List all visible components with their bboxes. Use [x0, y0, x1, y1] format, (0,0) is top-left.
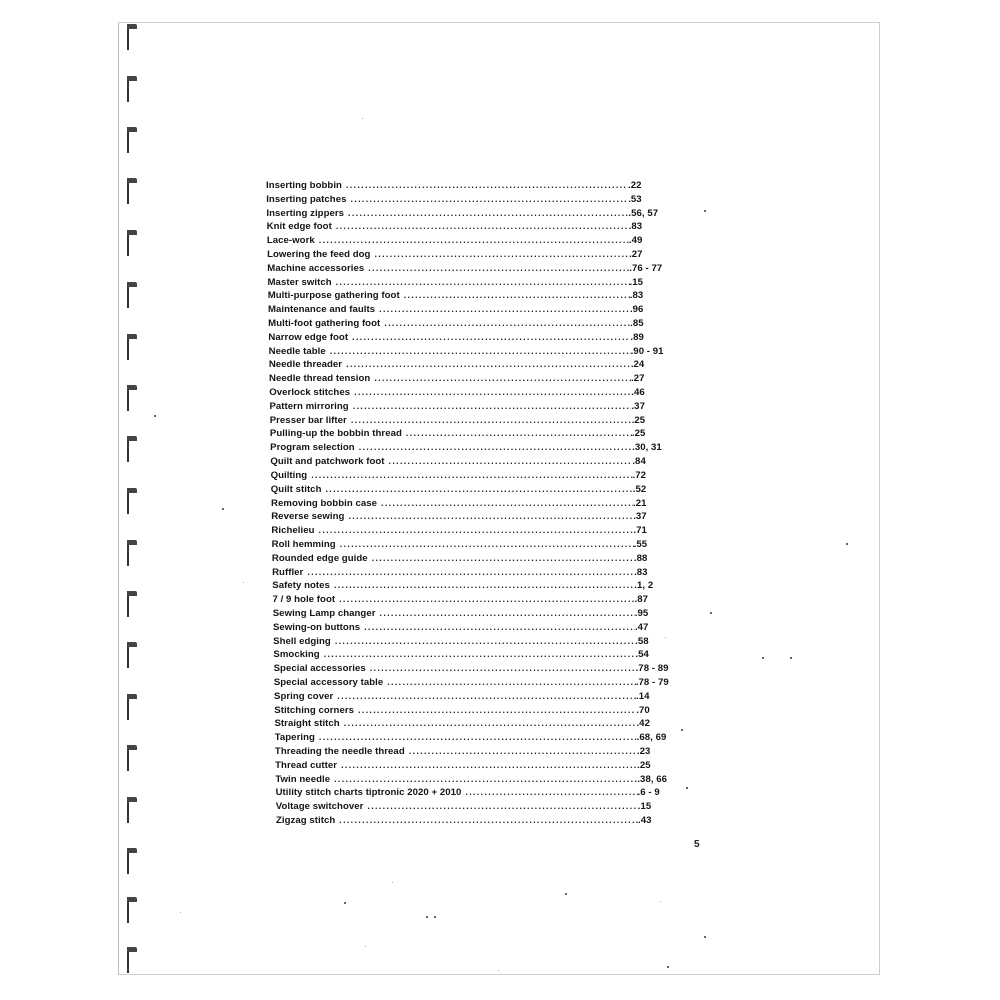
index-page-ref: .71 — [633, 525, 647, 537]
index-page-ref: .15 — [637, 801, 652, 813]
index-term: Needle thread tension — [269, 373, 371, 385]
index-term: Thread cutter — [275, 759, 338, 771]
index-page-ref: .47 — [634, 621, 649, 633]
index-page-ref: .96 — [629, 304, 644, 316]
dot-leader — [374, 373, 631, 383]
dot-leader — [336, 221, 629, 231]
index-entry — [268, 290, 668, 303]
index-entry — [272, 553, 672, 566]
index-entry — [276, 801, 676, 814]
index-term: Safety notes — [272, 580, 330, 592]
scan-speck — [665, 637, 666, 638]
index-term: Needle table — [268, 345, 326, 357]
dot-leader — [339, 815, 638, 825]
index-entry — [269, 359, 669, 372]
index-term: Lace-work — [266, 235, 315, 247]
dot-leader — [344, 718, 637, 728]
index-term: Zigzag stitch — [276, 815, 336, 826]
index-term: Reverse sewing — [271, 511, 345, 523]
index-term: 7 / 9 hole foot — [272, 594, 336, 606]
index-page-ref: .27 — [631, 373, 645, 385]
index-term: Roll hemming — [271, 538, 336, 550]
scan-speck — [154, 415, 156, 417]
dot-leader — [339, 594, 634, 604]
dot-leader — [334, 580, 634, 590]
index-term: Needle threader — [268, 359, 343, 371]
index-term: Pulling-up the bobbin thread — [269, 428, 402, 440]
index-term: Quilt stitch — [270, 483, 322, 495]
scan-speck — [704, 210, 706, 212]
index-term: Multi-foot gathering foot — [268, 318, 381, 330]
dot-leader — [319, 732, 637, 742]
dot-leader — [334, 774, 637, 784]
dot-leader — [351, 194, 629, 204]
index-page-ref: .88 — [633, 552, 648, 564]
index-term: Threading the needle thread — [274, 745, 405, 757]
index-page-ref: .56, 57 — [628, 207, 659, 219]
scan-speck — [426, 916, 428, 918]
scan-speck — [704, 936, 706, 938]
scan-speck — [660, 901, 661, 902]
index-entry — [274, 705, 674, 718]
index-term: Removing bobbin case — [271, 497, 378, 509]
index-term: Spring cover — [274, 690, 334, 702]
index-term: Inserting zippers — [266, 207, 345, 219]
dot-leader — [319, 525, 634, 535]
index-page-ref: .25 — [631, 414, 646, 426]
dot-leader — [353, 401, 632, 411]
index-term: Master switch — [267, 276, 332, 288]
index-term: Overlock stitches — [269, 387, 351, 399]
index-entry — [267, 249, 667, 262]
index-entry — [273, 622, 673, 635]
index-term: Straight stitch — [274, 718, 340, 730]
dot-leader — [336, 277, 630, 287]
index-entry — [275, 760, 675, 773]
index-term: Pattern mirroring — [269, 400, 349, 412]
index-term: Presser bar lifter — [269, 414, 347, 426]
dot-leader — [348, 511, 633, 521]
index-entry — [269, 346, 669, 359]
index-page-ref: .37 — [631, 400, 645, 412]
index-page-ref: .90 - 91 — [630, 345, 664, 357]
dot-leader — [330, 346, 631, 356]
scan-speck — [243, 582, 244, 583]
index-page-ref: .1, 2 — [634, 580, 654, 592]
scan-speck — [681, 729, 683, 731]
index-term: Sewing-on buttons — [272, 621, 361, 633]
index-page-ref: .76 - 77 — [629, 262, 663, 274]
index-entry — [276, 815, 676, 828]
index-page-ref: .54 — [635, 649, 649, 661]
index-term: Sewing Lamp changer — [272, 607, 376, 619]
dot-leader — [364, 622, 635, 632]
index-page-ref: .15 — [629, 276, 644, 288]
dot-leader — [367, 801, 637, 811]
index-term: Lowering the feed dog — [267, 249, 371, 261]
scan-speck — [498, 970, 499, 971]
index-entry — [274, 691, 674, 704]
dot-leader — [387, 677, 636, 687]
index-page-ref: .78 - 79 — [635, 676, 669, 688]
dot-leader — [346, 359, 631, 369]
index-entry — [270, 456, 670, 469]
index-entry — [276, 787, 676, 800]
index-entry — [270, 428, 670, 441]
scan-speck — [180, 912, 181, 913]
index-entry — [273, 649, 673, 662]
index-entry — [267, 235, 667, 248]
dot-leader — [379, 304, 630, 314]
scan-speck — [565, 893, 567, 895]
index-term: Voltage switchover — [275, 801, 364, 813]
dot-leader — [389, 456, 633, 466]
index-page-ref: .83 — [634, 566, 648, 578]
index-entry — [270, 415, 670, 428]
index-page-ref: .6 - 9 — [637, 787, 660, 799]
index-term: Quilt and patchwork foot — [270, 456, 385, 468]
dot-leader — [370, 663, 636, 673]
scan-speck — [362, 118, 363, 119]
index-entry — [267, 221, 667, 234]
dot-leader — [380, 608, 635, 618]
index-page-ref: .53 — [628, 193, 642, 205]
index-page-ref: .72 — [632, 469, 647, 481]
dot-leader — [340, 539, 634, 549]
dot-leader — [465, 787, 637, 797]
index-term: Narrow edge foot — [268, 331, 349, 343]
index-entry — [274, 718, 674, 731]
index-term: Multi-purpose gathering foot — [267, 290, 400, 302]
index-entry — [275, 774, 675, 787]
index-term: Richelieu — [271, 525, 315, 537]
scan-speck — [790, 657, 792, 659]
index-page-ref: .25 — [637, 759, 651, 771]
index-entry — [266, 194, 666, 207]
index-term: Utility stitch charts tiptronic 2020 + 2010 — [275, 787, 462, 799]
dot-leader — [319, 235, 629, 245]
index-entry — [271, 511, 671, 524]
dot-leader — [337, 691, 636, 701]
index-entry — [268, 318, 668, 331]
scan-speck — [392, 882, 393, 883]
page-number: 5 — [694, 839, 700, 850]
index-page-ref: .42 — [636, 718, 650, 730]
index-page-ref: .78 - 89 — [635, 663, 669, 675]
dot-leader — [358, 705, 636, 715]
scan-speck — [686, 787, 688, 789]
index-entry — [273, 594, 673, 607]
index-page-ref: .14 — [636, 690, 650, 702]
dot-leader — [404, 290, 630, 300]
index-term: Tapering — [274, 732, 315, 744]
dot-leader — [359, 442, 632, 452]
index-page-ref: .55 — [633, 538, 648, 550]
dot-leader — [381, 498, 633, 508]
index-page-ref: .85 — [630, 318, 644, 330]
index-entry — [271, 484, 671, 497]
index-page-ref: .30, 31 — [632, 442, 662, 454]
dot-leader — [351, 415, 632, 425]
index-page-ref: .27 — [629, 249, 643, 261]
scan-speck — [710, 612, 712, 614]
index-page-ref: .87 — [634, 594, 649, 606]
dot-leader — [335, 636, 635, 646]
dot-leader — [307, 567, 634, 577]
index-entry — [271, 498, 671, 511]
index-entry — [267, 263, 667, 276]
index-entry — [271, 470, 671, 483]
index-page-ref: .84 — [632, 456, 646, 468]
index-term: Inserting bobbin — [266, 180, 342, 191]
index-entry — [266, 208, 666, 221]
index-entry — [268, 304, 668, 317]
index-page-ref: .43 — [638, 815, 652, 826]
dot-leader — [384, 318, 630, 328]
index-entry — [275, 732, 675, 745]
dot-leader — [348, 208, 628, 218]
dot-leader — [406, 428, 632, 438]
dot-leader — [354, 387, 631, 397]
index-term: Inserting patches — [266, 193, 347, 205]
dot-leader — [352, 332, 630, 342]
dot-leader — [325, 484, 632, 494]
dot-leader — [311, 470, 632, 480]
index-term: Stitching corners — [274, 704, 354, 716]
index-term: Program selection — [270, 442, 355, 454]
dot-leader — [374, 249, 629, 259]
index-entry — [275, 746, 675, 759]
index-page-ref: .83 — [628, 221, 643, 233]
dot-leader — [409, 746, 637, 756]
index-entry — [274, 663, 674, 676]
index-page-ref: .95 — [634, 607, 649, 619]
index-term: Special accessory table — [273, 676, 384, 688]
index-page-ref: .89 — [630, 331, 644, 343]
index-entry — [271, 525, 671, 538]
index-term: Ruffler — [272, 566, 304, 578]
index-entry — [266, 180, 666, 193]
index-entry — [272, 567, 672, 580]
index-term: Knit edge foot — [266, 221, 332, 233]
index-term: Twin needle — [275, 773, 331, 785]
dot-leader — [341, 760, 637, 770]
index-entry — [268, 332, 668, 345]
scan-speck — [667, 966, 669, 968]
index-page-ref: .83 — [629, 290, 644, 302]
index-page-ref: .70 — [636, 704, 650, 716]
index-entry — [269, 373, 669, 386]
index-page-ref: .38, 66 — [637, 773, 668, 785]
index-page-ref: .68, 69 — [636, 732, 667, 744]
index-page-ref: .52 — [632, 483, 647, 495]
index-term: Maintenance and faults — [267, 304, 376, 316]
index-page-ref: .37 — [633, 511, 647, 523]
index-term: Special accessories — [273, 663, 366, 675]
dot-leader — [372, 553, 634, 563]
dot-leader — [346, 180, 628, 190]
index-page-ref: .22 — [628, 180, 642, 191]
index-term: Smocking — [273, 649, 320, 661]
index-entry — [269, 401, 669, 414]
index-term: Quilting — [270, 469, 308, 481]
dot-leader — [324, 649, 636, 659]
index-page-ref: .25 — [631, 428, 646, 440]
scan-speck — [762, 657, 764, 659]
index-page-ref: .24 — [630, 359, 645, 371]
scan-speck — [222, 508, 224, 510]
index-page-ref: .21 — [633, 497, 647, 509]
index-entry — [272, 539, 672, 552]
index-page-ref: .49 — [628, 235, 643, 247]
index-entry — [270, 442, 670, 455]
index-entry — [268, 277, 668, 290]
index-entry — [269, 387, 669, 400]
scan-speck — [344, 902, 346, 904]
index-term: Shell edging — [273, 635, 331, 647]
index-page-ref: .58 — [635, 635, 649, 647]
index-page-ref: .46 — [631, 387, 645, 399]
index-term: Machine accessories — [267, 262, 365, 274]
scan-speck — [434, 916, 436, 918]
index-term: Rounded edge guide — [271, 552, 368, 564]
dot-leader — [368, 263, 629, 273]
index-entry — [273, 636, 673, 649]
index-entry — [273, 608, 673, 621]
scan-speck — [365, 946, 366, 947]
scan-speck — [846, 543, 848, 545]
index-page-ref: .23 — [636, 745, 651, 757]
index-entry — [274, 677, 674, 690]
index-entry — [272, 580, 672, 593]
